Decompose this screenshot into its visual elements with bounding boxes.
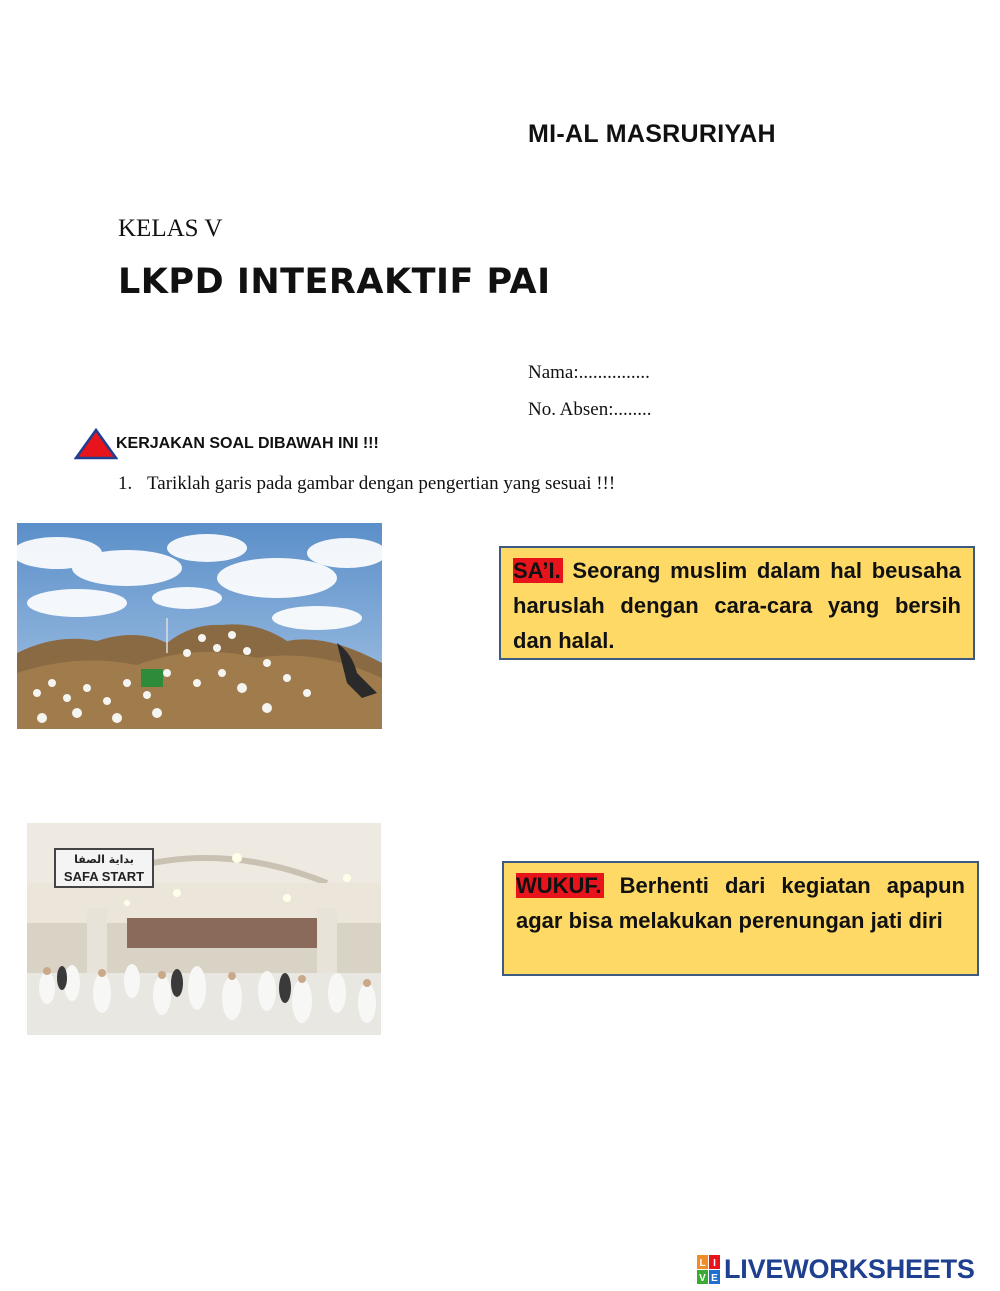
instruction-text: KERJAKAN SOAL DIBAWAH INI !!! [116,435,379,452]
liveworksheets-logo [697,1254,975,1285]
liveworksheets-logo-icon [697,1255,721,1285]
logo-letter-e: E [711,1272,718,1284]
safa-sign-english: SAFA START [63,869,145,884]
question-1 [118,473,615,495]
warning-triangle-icon [74,428,118,460]
class-label: KELAS V [118,215,223,242]
instruction-line [74,428,379,460]
card-definition: Berhenti dari kegiatan apapun agar bisa melakukan perenungan jati diri [516,873,965,933]
worksheet-title: LKPD INTERAKTIF PAI [118,262,551,302]
question-number: 1. [118,473,133,494]
school-name: MI-AL MASRURIYAH [528,120,776,148]
safa-sign-arabic: بداية الصفا [74,853,134,866]
logo-letter-i: I [713,1257,716,1269]
logo-letter-l: L [699,1257,706,1269]
card-term: WUKUF. [516,873,602,898]
definition-card-sai[interactable] [499,546,975,660]
arafah-photo-illustration [17,523,382,729]
question-text: Tariklah garis pada gambar dengan pengertian yang sesuai !!! [147,473,616,494]
card-definition: Seorang muslim dalam hal beusaha haruslah dengan cara-cara yang bersih dan halal. [513,558,961,653]
name-field[interactable]: Nama:............... [528,362,650,383]
card-term: SA’I. [513,558,561,583]
safa-photo[interactable] [27,823,381,1035]
absen-field[interactable]: No. Absen:........ [528,399,652,420]
definition-card-wukuf[interactable] [502,861,979,976]
safa-photo-illustration [27,823,381,1035]
arafah-photo[interactable] [17,523,382,729]
logo-letter-v: V [699,1272,706,1284]
liveworksheets-brand: LIVEWORKSHEETS [724,1254,975,1284]
